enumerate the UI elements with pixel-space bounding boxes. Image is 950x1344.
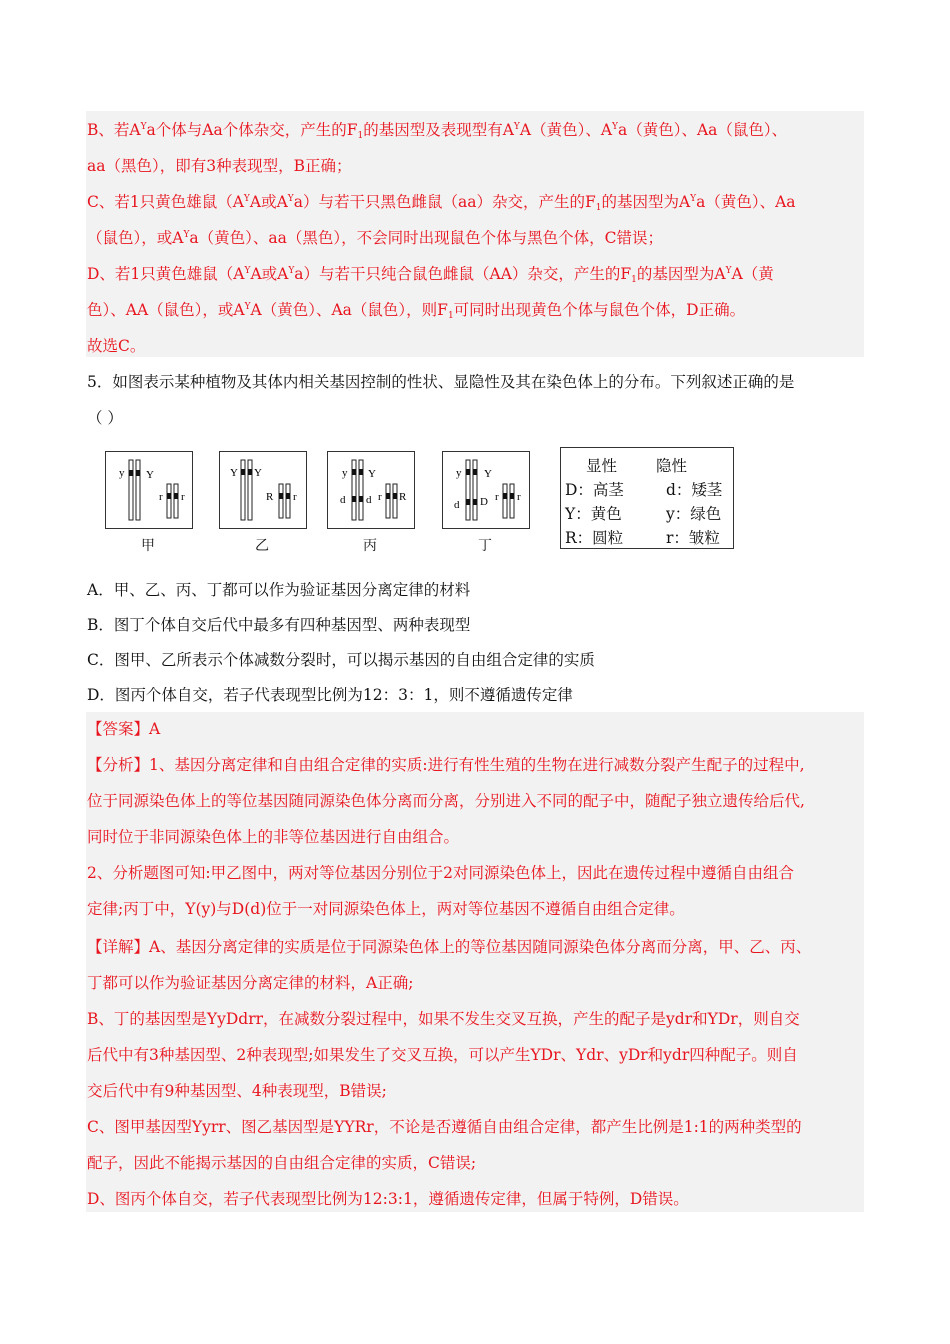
chromosome [136,460,140,520]
option-b: B．图丁个体自交后代中最多有四种基因型、两种表现型 [87,616,471,634]
chromosome [510,484,514,518]
legend-recessive-y: y：绿色 [666,505,722,523]
chromosome [386,484,390,518]
gene-label: r [159,491,163,503]
legend-dominant-r: R：圆粒 [565,529,624,547]
detail-line: D、图丙个体自交，若子代表现型比例为12:3:1，遵循遗传定律，但属于特例，D错误。 [87,1190,689,1208]
figure-yi-diagram [220,452,306,528]
detail-line: 交后代中有9种基因型、4种表现型，B错误; [87,1082,387,1100]
detail-line: 丁都可以作为验证基因分离定律的材料，A正确; [87,974,414,992]
figure-jia-diagram [106,452,192,528]
gene-label: y [456,467,462,479]
gene-label: y [342,467,348,479]
legend-header-recessive: 隐性 [656,457,688,475]
gene-band [359,469,363,475]
legend-recessive-d: d：矮茎 [666,481,723,499]
gene-band [279,493,283,499]
chromosome [393,484,397,518]
gene-label: r [378,491,382,503]
gene-band [129,470,133,476]
question-stem-line1: 5．如图表示某种植物及其体内相关基因控制的性状、显隐性及其在染色体上的分布。下列叙述正确的是 [87,373,795,391]
detail-line: 后代中有3种基因型、2种表现型;如果发生了交叉互换，可以产生YDr、Ydr、yDr和ydr四种配子。则自 [87,1046,798,1064]
gene-band [473,499,477,505]
prev-answer-option-b-line1: B、若$A^Ya$个体与Aa个体杂交，产生的$F_1$的基因型及表现型有$A^YA$（黄色）、$A^Ya$（黄色）、Aa（鼠色）、 [87,121,788,141]
prev-answer-option-b-line2: aa（黑色），即有3种表现型，B正确； [87,157,352,175]
figure-ding [442,451,530,529]
chromosome [503,484,507,518]
trait-legend [560,447,734,549]
answer-block [86,712,864,1212]
legend-dominant-d: D：高茎 [565,481,624,499]
gene-label: Y [484,468,492,480]
gene-band [241,469,245,475]
figure-ding-label: 丁 [478,538,492,554]
gene-label: D [480,496,488,508]
prev-answer-option-d-line1: D、若1只黄色雄鼠（$A^YA$或$A^Ya$）与若干只纯合鼠色雌鼠（AA）杂交，产生的$F_1$的基因型为$A^YA$（黄 [87,265,774,285]
gene-label: r [495,491,499,503]
chromosome [279,484,283,518]
prev-answer-option-d-line2: 色）、AA（鼠色），或$A^YA$（黄色）、Aa（鼠色），则$F_1$可同时出现黄色个体与鼠色个体，D正确。 [87,301,746,321]
detail-line: 【详解】A、基因分离定律的实质是位于同源染色体上的等位基因随同源染色体分离而分离，甲、乙、丙、 [87,938,812,956]
gene-band [393,493,397,499]
gene-band [386,493,390,499]
legend-header-dominant: 显性 [586,457,618,475]
gene-band [174,493,178,499]
gene-label: R [266,491,274,503]
chromosome [129,460,133,520]
analysis-line: 2、分析题图可知:甲乙图中，两对等位基因分别位于2对同源染色体上，因此在遗传过程中遵循自由组合 [87,864,794,882]
answer-line: 【答案】A [87,720,161,738]
analysis-line: 位于同源染色体上的等位基因随同源染色体分离而分离，分别进入不同的配子中，随配子独立遗传给后代, [87,792,805,810]
figure-bing-label: 丙 [363,538,377,554]
gene-label: r [181,491,185,503]
gene-label: R [399,491,407,503]
gene-label: Y [254,467,262,479]
figure-jia [105,451,193,529]
gene-label: r [517,491,521,503]
figure-bing-diagram [328,452,414,528]
detail-line: C、图甲基因型Yyrr、图乙基因型是YYRr，不论是否遵循自由组合定律，都产生比例是1:1的两种类型的 [87,1118,802,1136]
gene-band [503,493,507,499]
gene-label: y [119,467,125,479]
option-c: C．图甲、乙所表示个体减数分裂时，可以揭示基因的自由组合定律的实质 [87,651,595,669]
chromosome [167,484,171,518]
gene-band [466,469,470,475]
gene-label: r [293,491,297,503]
figure-bing [327,451,415,529]
analysis-line: 定律;丙丁中，Y(y)与D(d)位于一对同源染色体上，两对等位基因不遵循自由组合定律。 [87,900,685,918]
gene-band [286,493,290,499]
figure-jia-label: 甲 [141,538,155,554]
gene-band [473,469,477,475]
option-a: A．甲、乙、丙、丁都可以作为验证基因分离定律的材料 [87,581,471,599]
analysis-line: 同时位于非同源染色体上的非等位基因进行自由组合。 [87,828,460,846]
prev-answer-conclusion: 故选C。 [87,337,146,355]
gene-band [466,499,470,505]
figure-ding-diagram [443,452,529,528]
legend-recessive-r: r：皱粒 [666,529,720,547]
option-d: D．图丙个体自交，若子代表现型比例为12：3：1，则不遵循遗传定律 [87,686,573,704]
gene-band [352,469,356,475]
gene-label: d [340,494,346,506]
gene-band [248,469,252,475]
gene-label: Y [230,467,238,479]
analysis-line: 【分析】1、基因分离定律和自由组合定律的实质:进行有性生殖的生物在进行减数分裂产生配子的过程中, [87,756,805,774]
gene-label: d [366,494,372,506]
figure-yi [219,451,307,529]
legend-dominant-y: Y：黄色 [565,505,622,523]
chromosome [174,484,178,518]
question-stem-line2: （ ） [87,409,123,427]
detail-line: B、丁的基因型是YyDdrr，在减数分裂过程中，如果不发生交叉互换，产生的配子是ydr和YDr，则自交 [87,1010,800,1028]
gene-band [352,496,356,502]
gene-band [359,496,363,502]
gene-label: Y [368,468,376,480]
gene-label: Y [146,469,154,481]
figure-yi-label: 乙 [255,538,269,554]
detail-line: 配子，因此不能揭示基因的自由组合定律的实质，C错误; [87,1154,477,1172]
gene-band [136,470,140,476]
prev-answer-option-c-line2: （鼠色），或$A^Ya$（黄色）、aa（黑色），不会同时出现鼠色个体与黑色个体，C错误； [87,229,663,247]
prev-answer-option-c-line1: C、若1只黄色雄鼠（$A^YA$或$A^Ya$）与若干只黑色雌鼠（aa）杂交，产生的$F_1$的基因型为$A^Ya$（黄色）、Aa [87,193,796,213]
gene-label: d [454,499,460,511]
gene-band [167,493,171,499]
chromosome [286,484,290,518]
gene-band [510,493,514,499]
